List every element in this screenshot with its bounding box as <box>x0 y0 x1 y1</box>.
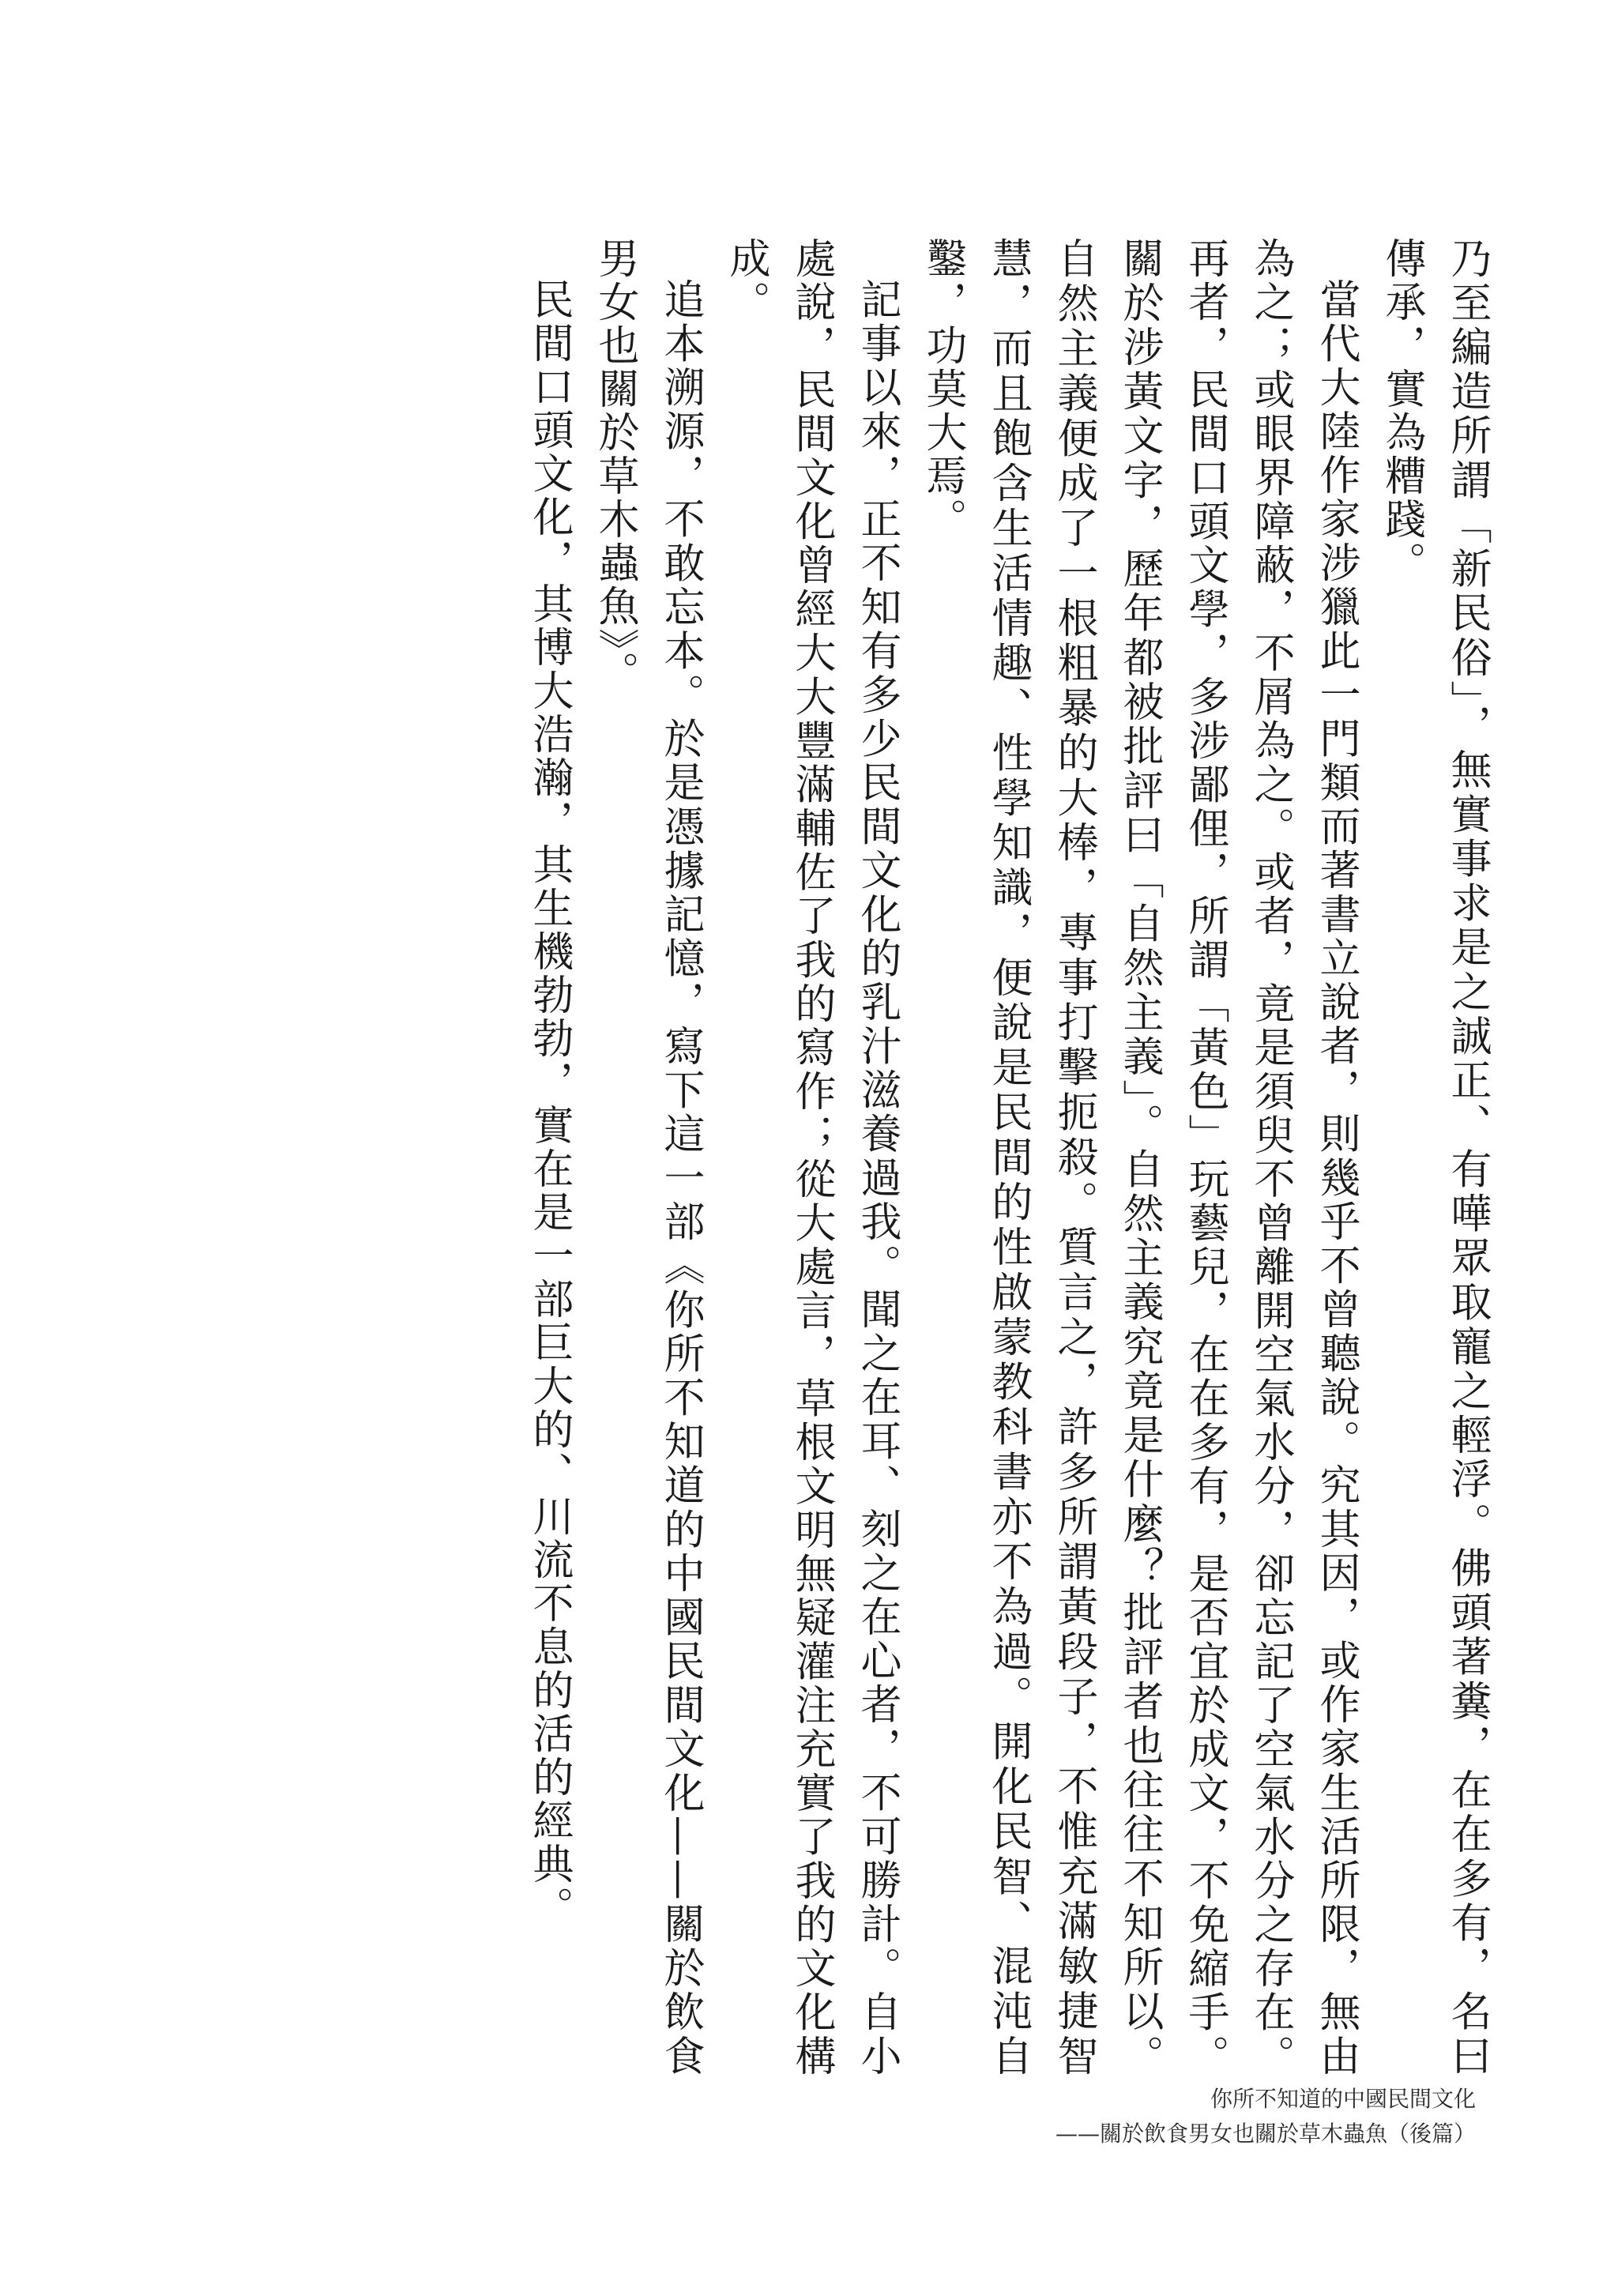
body-text <box>156 237 1499 2078</box>
running-footer <box>686 2082 1476 2151</box>
paragraph-writers: 當代大陸作家涉獵此一門類而著書立說者，則幾乎不曾聽說。究其因，或作家生活所限，無由為之；或眼界障蔽，不屑為之。或者，竟是須臾不曾離開空氣水分，卻忘記了空氣水分之存在。再者，民間口頭文學，多涉鄙俚，所謂「黃色」玩藝兒，在在多有，是否宜於成文，不免縮手。關於涉黃文字，歷年都被批評曰「自然主義」。自然主義究竟是什麼？批評者也往往不知所以。自然主義便成了一根粗暴的大棒，專事打擊扼殺。質言之，許多所謂黃段子，不惟充滿敏捷智慧，而且飽含生活情趣、性學知識，便說是民間的性啟蒙教科書亦不為過。開化民智、混沌自鑿，功莫大焉。 <box>919 237 1360 2078</box>
paragraph-continuation: 乃至編造所謂「新民俗」，無實事求是之誠正、有嘩眾取寵之輕浮。佛頭著糞，在在多有，名曰傳承，實為糟踐。 <box>1378 237 1491 2078</box>
footer-subtitle: ——關於飲食男女也關於草木蟲魚（後篇） <box>1055 2121 1476 2147</box>
paragraph-memories: 記事以來，正不知有多少民間文化的乳汁滋養過我。聞之在耳、刻之在心者，不可勝計。自小處說，民間文化曾經大大豐滿輔佐了我的寫作；從大處言，草根文明無疑灌注充實了我的文化構成。 <box>722 237 901 2078</box>
footer-title: 你所不知道的中國民間文化 <box>1210 2086 1476 2112</box>
paragraph-origin: 追本溯源，不敢忘本。於是憑據記憶，寫下這一部《你所不知道的中國民間文化——關於飲食男女也關於草木蟲魚》。 <box>591 237 704 2078</box>
paragraph-classic: 民間口頭文化，其博大浩瀚，其生機勃勃，實在是一部巨大的、川流不息的活的經典。 <box>525 278 573 1929</box>
